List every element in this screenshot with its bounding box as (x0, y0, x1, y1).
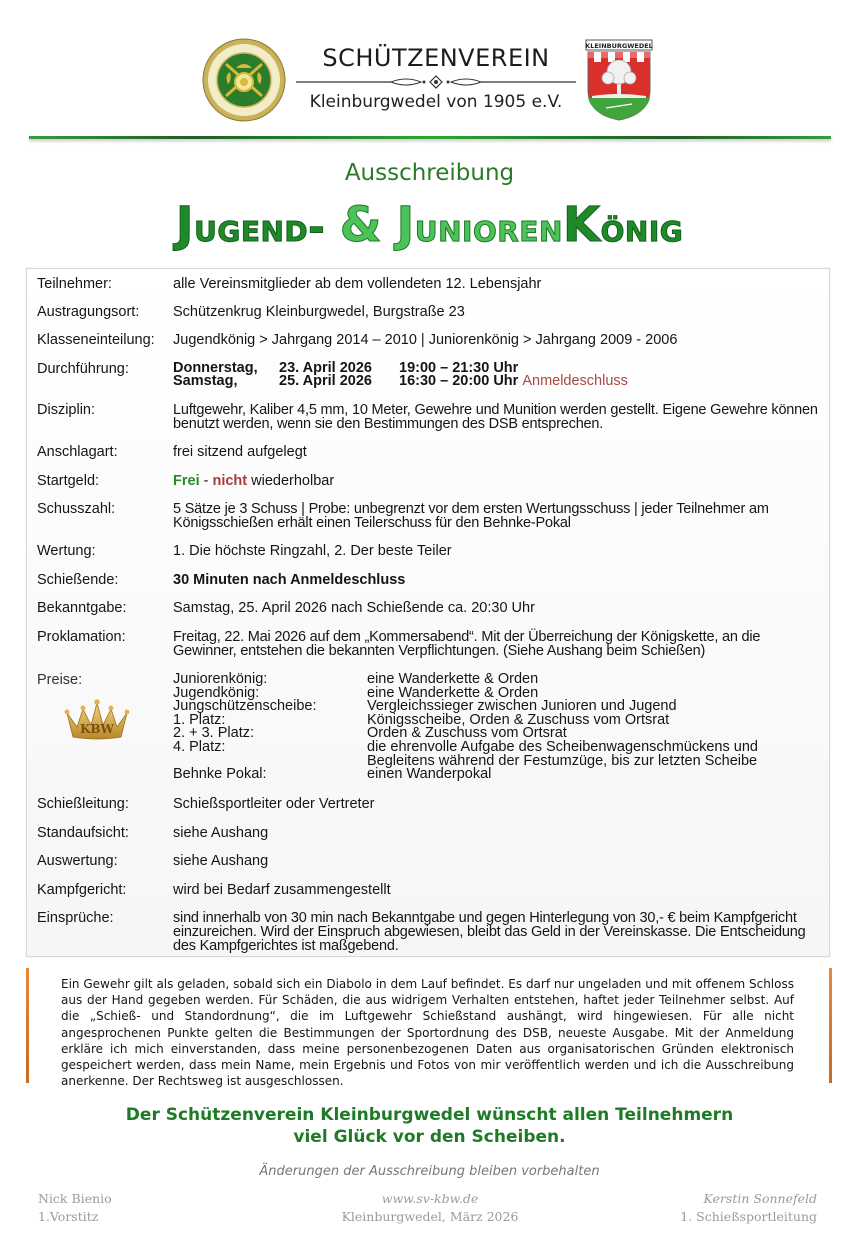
liability-disclaimer (26, 968, 832, 1089)
signature-right (680, 1190, 817, 1226)
label: Preise: (37, 672, 83, 688)
label: Schießleitung: (37, 796, 129, 812)
value: Freitag, 22. Mai 2026 auf dem „Kommersabend“. Mit der Überreichung der Königskette, an die Gewinner, entstehen die bekannten Verpflichtungen. (Siehe Aushang beim Schießen) (173, 629, 761, 659)
value: wird bei Bedarf zusammengestellt (173, 882, 391, 898)
prize-value: Orden & Zuschuss vom Ortsrat (367, 725, 567, 742)
svg-text:KBW: KBW (79, 722, 115, 736)
header-divider (29, 136, 831, 139)
label: Schießende: (37, 572, 119, 588)
value: siehe Aushang (173, 825, 269, 841)
place-date: Kleinburgwedel, März 2026 (341, 1209, 519, 1224)
day: Samstag, (173, 373, 238, 389)
document-title: Jugend- & JuniorenKönig (175, 197, 684, 253)
label: Austragungsort: (37, 304, 140, 320)
date: 23. April 2026 (279, 360, 372, 376)
svg-text:KLEINBURGWEDEL: KLEINBURGWEDEL (585, 42, 653, 50)
day: Donnerstag, (173, 360, 258, 376)
label: Startgeld: (37, 473, 100, 489)
prize-value: die ehrenvolle Aufgabe des Scheibenwagenschmückens und Begleitens während der Festumzüge, bis zur letzten Scheibe (367, 738, 758, 769)
value: Frei - nicht wiederholbar (173, 473, 335, 489)
accent-bar-left (26, 968, 29, 1083)
changes-note: Änderungen der Ausschreibung bleiben vorbehalten (259, 1164, 600, 1179)
closing-wish: Der Schützenverein Kleinburgwedel wünscht allen Teilnehmern viel Glück vor den Scheiben. (125, 1105, 734, 1147)
accent-bar-right (829, 968, 832, 1083)
label: Durchführung: (37, 361, 129, 377)
website-link[interactable]: www.sv-kbw.de (381, 1191, 479, 1206)
kbw-crown-icon (63, 697, 131, 741)
label: Anschlagart: (37, 444, 118, 460)
prize-name: Jugendkönig: (173, 684, 260, 701)
value: siehe Aushang (173, 853, 269, 869)
label: Kampfgericht: (37, 882, 127, 898)
prize-name: 4. Platz: (173, 738, 226, 755)
letterhead (0, 30, 859, 130)
date: 25. April 2026 (279, 373, 372, 389)
disclaimer-text: Ein Gewehr gilt als geladen, sobald sich ein Diabolo in dem Lauf befindet. Es darf nur ungeladen und mit offenem Schloss aus der Hand gegeben werden. Für Schäden, die aus widrigem Verhalten entstehen, haftet jeder Teilnehmer selbst. Auf die „Schieß- und Standordnung“, die im Luftgewehr Schießstand aushängt, wird hingewiesen. Für alle nicht angesprochenen Punkte gelten die Bestimmungen der Sportordnung des DSB, neueste Ausgabe. Mit der Anmeldung erkläre ich mich einverstanden, dass meine personenbezogenen Daten aus organisatorischen Gründen elektronisch gespeichert werden, dass mein Name, mein Ergebnis und Fotos von mir veröffentlich werden und ich die Ausschreibung anerkenne. Der Rechtsweg ist ausgeschlossen. (61, 977, 794, 1089)
prize-name: Behnke Pokal: (173, 766, 267, 783)
time: 16:30 – 20:00 Uhr Anmeldeschluss (399, 373, 628, 389)
club-seal-logo-icon (202, 38, 286, 122)
prize-value: Vergleichssieger zwischen Junioren und Jugend (367, 698, 677, 715)
prize-name: 2. + 3. Platz: (173, 725, 255, 742)
signer-name: Nick Bienio (38, 1191, 112, 1206)
value: Jugendkönig > Jahrgang 2014 – 2010 | Juniorenkönig > Jahrgang 2009 - 2006 (173, 332, 678, 348)
label: Klasseneinteilung: (37, 332, 155, 348)
document-subtitle: Ausschreibung (344, 160, 515, 186)
ornament-divider-icon (296, 74, 576, 90)
label: Schusszahl: (37, 501, 116, 517)
label: Auswertung: (37, 853, 118, 869)
label: Standaufsicht: (37, 825, 129, 841)
value: sind innerhalb von 30 min nach Bekanntgabe und gegen Hinterlegung von 30,- € beim Kampfgericht einzureichen. Wird der Einspruch abgewiesen, bleibt das Geld in der Vereinskasse. Die Entscheidung des Kampfgerichtes ist maßgebend. (173, 910, 806, 954)
prize-name: 1. Platz: (173, 711, 226, 728)
signer-role: 1.Vorstitz (38, 1209, 99, 1224)
prize-name: Juniorenkönig: (173, 671, 268, 687)
prize-list (173, 673, 823, 782)
footer-center (280, 1190, 580, 1226)
club-name: SCHÜTZENVEREIN (322, 44, 550, 72)
label: Proklamation: (37, 629, 126, 645)
registration-deadline-note: Anmeldeschluss (522, 373, 628, 389)
time: 19:00 – 21:30 Uhr (399, 360, 519, 376)
club-subtitle: Kleinburgwedel von 1905 e.V. (309, 92, 563, 112)
label: Teilnehmer: (37, 276, 112, 292)
signer-name: Kerstin Sonnefeld (703, 1191, 817, 1206)
value: 5 Sätze je 3 Schuss | Probe: unbegrenzt vor dem ersten Wertungsschuss | jeder Teilnehmer am Königsschießen erhält einen Teilerschuss für den Behnke-Pokal (173, 501, 769, 531)
value: 30 Minuten nach Anmeldeschluss (173, 572, 406, 588)
signer-role: 1. Schießsportleitung (680, 1209, 817, 1224)
signature-left (38, 1190, 112, 1226)
value: Schützenkrug Kleinburgwedel, Burgstraße 23 (173, 304, 465, 320)
value: 1. Die höchste Ringzahl, 2. Der beste Teiler (173, 543, 452, 559)
prize-value: Königsscheibe, Orden & Zuschuss vom Ortsrat (367, 711, 670, 728)
label: Disziplin: (37, 402, 96, 418)
prize-value: eine Wanderkette & Orden (367, 671, 539, 687)
value: frei sitzend aufgelegt (173, 444, 307, 460)
label: Wertung: (37, 543, 96, 559)
coat-of-arms-icon (584, 38, 654, 122)
schedule (173, 362, 823, 388)
info-box (26, 268, 830, 957)
value: Schießsportleiter oder Vertreter (173, 796, 375, 812)
label: Einsprüche: (37, 910, 114, 926)
value: Luftgewehr, Kaliber 4,5 mm, 10 Meter, Gewehre und Munition werden gestellt. Eigene Gewehre können benutzt werden, wenn sie den Bestimmungen des DSB entsprechen. (173, 402, 818, 432)
prize-value: einen Wanderpokal (367, 766, 492, 783)
value: alle Vereinsmitglieder ab dem vollendeten 12. Lebensjahr (173, 276, 542, 292)
prize-value: eine Wanderkette & Orden (367, 684, 539, 701)
prize-name: Jungschützenscheibe: (173, 698, 317, 715)
label: Bekanntgabe: (37, 600, 127, 616)
value: Samstag, 25. April 2026 nach Schießende ca. 20:30 Uhr (173, 600, 535, 616)
